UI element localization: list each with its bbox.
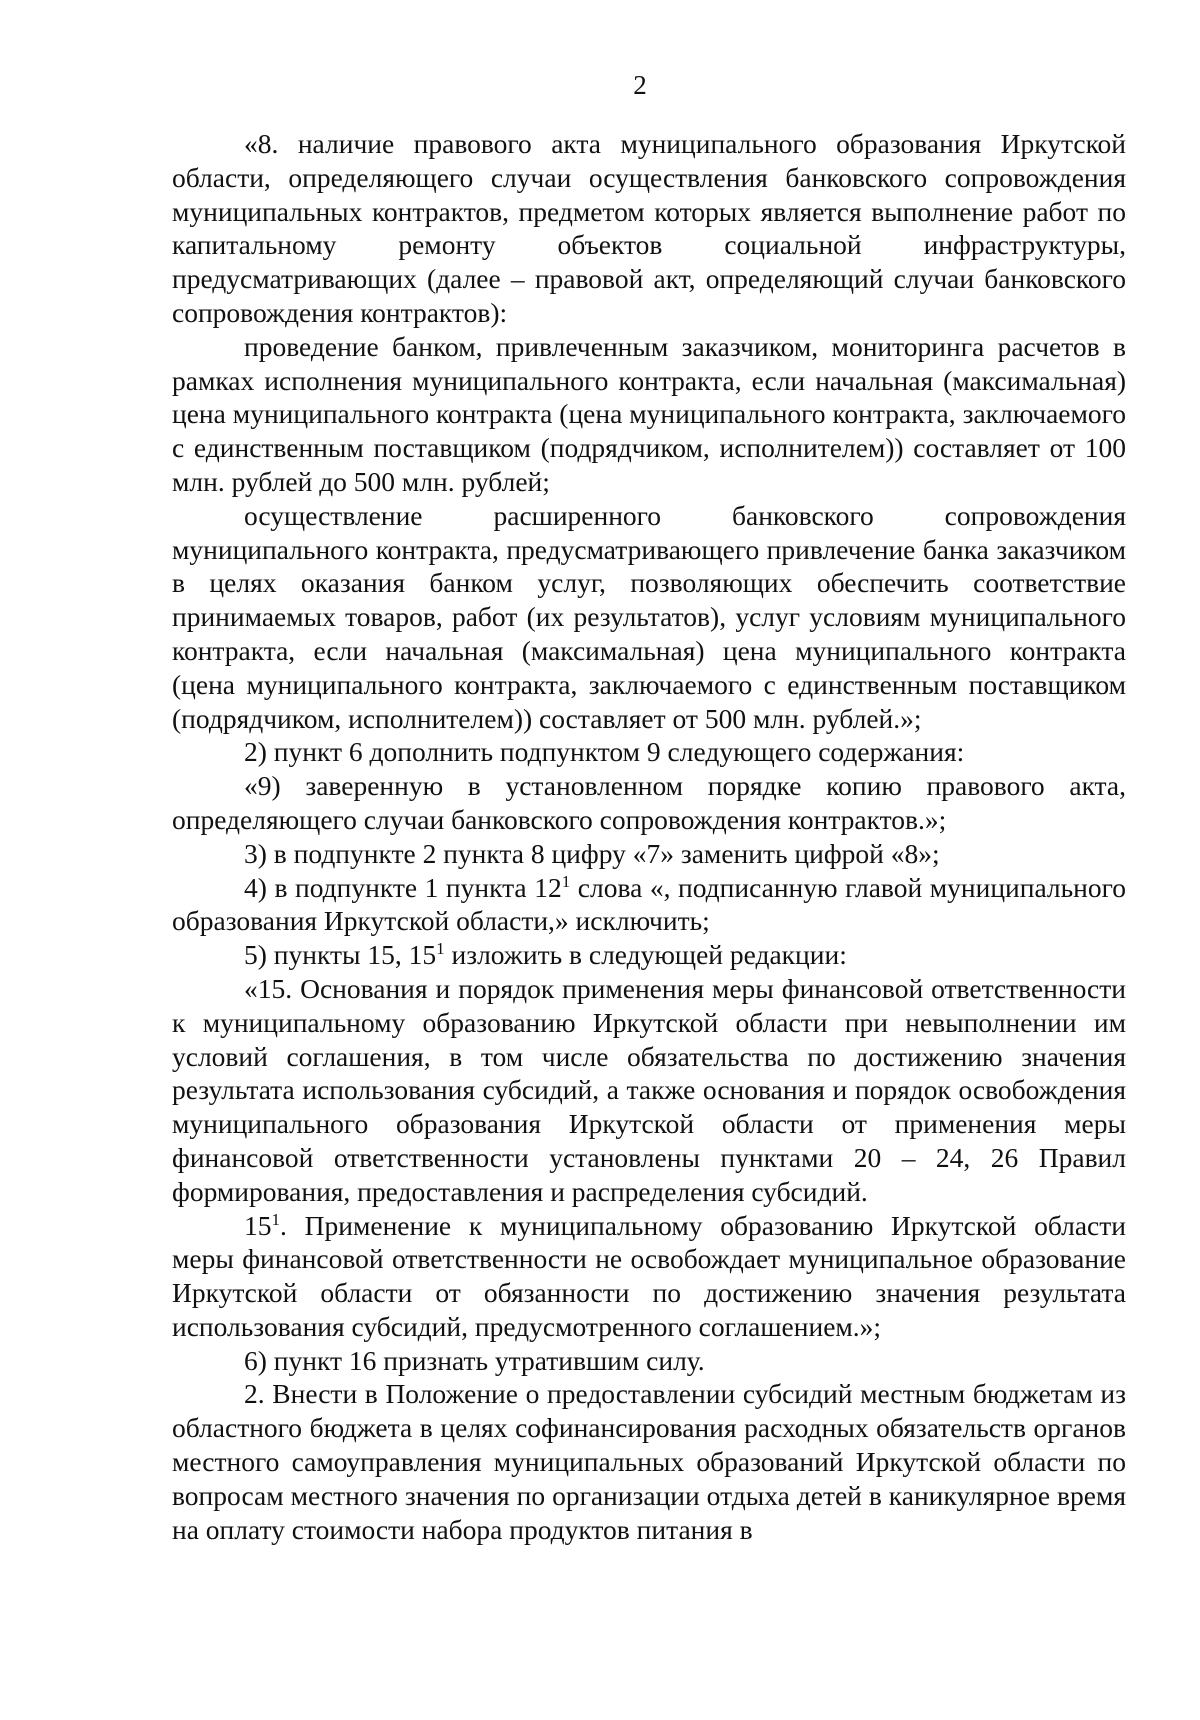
paragraph-text: слова «, подписанную главой муниципального образования Иркутской области,» исключить; — [172, 871, 1126, 937]
superscript: 1 — [271, 1209, 281, 1229]
paragraph-item-15-1 — [172, 1209, 1126, 1344]
paragraph-item-9: «9) заверенную в установленном порядке копию правового акта, определяющего случаи банковского сопровождения контрактов.»; — [172, 770, 1126, 835]
paragraph-amendment-2: 2) пункт 6 дополнить подпунктом 9 следующего содержания: — [244, 736, 965, 768]
paragraph-text: изложить в следующей редакции: — [444, 939, 847, 971]
paragraph-text: 15 — [244, 1209, 272, 1241]
paragraph-item-15: «15. Основания и порядок применения меры финансовой ответственности к муниципальному образованию Иркутской области при невыполнении им условий соглашения, в том числе обязательства по достижению значения результата использования субсидий, а также основания и порядок освобождения муниципального образования Иркутской области от применения меры финансовой ответственности установлены пунктами 20 – 24, 26 Правил формирования, предоставления и распределения субсидий. — [172, 972, 1126, 1207]
paragraph-bank-monitoring: проведение банком, привлеченным заказчиком, мониторинга расчетов в рамках исполнения муниципального контракта, если начальная (максимальная) цена муниципального контракта (цена муниципального контракта, заключаемого с единственным поставщиком (подрядчиком, исполнителем)) составляет от 100 млн. рублей до 500 млн. рублей; — [172, 330, 1126, 497]
paragraph-amendment-4 — [172, 871, 1126, 939]
paragraph-amendment-3: 3) в подпункте 2 пункта 8 цифру «7» заменить цифрой «8»; — [244, 837, 940, 869]
superscript: 1 — [436, 938, 445, 958]
paragraph-item-8: «8. наличие правового акта муниципального образования Иркутской области, определяющего случаи осуществления банковского сопровождения муниципальных контрактов, предметом которых является выполнение работ по капитальному ремонту объектов социальной инфраструктуры, предусматривающих (далее – правовой акт, определяющий случаи банковского сопровождения контрактов): — [172, 128, 1126, 328]
paragraph-text: 4) в подпункте 1 пункта 12 — [244, 871, 562, 903]
paragraph-text: 5) пункты 15, 15 — [244, 939, 437, 971]
superscript: 1 — [561, 871, 571, 891]
document-body — [172, 127, 1126, 1546]
paragraph-section-2: 2. Внести в Положение о предоставлении субсидий местным бюджетам из областного бюджета в целях софинансирования расходных обязательств органов местного самоуправления муниципальных образований Иркутской области по вопросам местного значения по организации отдыха детей в каникулярное время на оплату стоимости набора продуктов питания в — [172, 1378, 1126, 1545]
paragraph-amendment-5 — [172, 938, 1126, 972]
paragraph-amendment-6: 6) пункт 16 признать утратившим силу. — [244, 1344, 705, 1376]
paragraph-extended-bank-support: осуществление расширенного банковского сопровождения муниципального контракта, предусматривающего привлечение банка заказчиком в целях оказания банком услуг, позволяющих обеспечить соответствие принимаемых товаров, работ (их результатов), услуг условиям муниципального контракта, если начальная (максимальная) цена муниципального контракта (цена муниципального контракта, заключаемого с единственным поставщиком (подрядчиком, исполнителем)) составляет от 500 млн. рублей.»; — [172, 499, 1126, 734]
page-number: 2 — [633, 70, 647, 100]
paragraph-text: . Применение к муниципальному образованию Иркутской области меры финансовой ответственности не освобождает муниципальное образование Иркутской области от обязанности по достижению значения результата использования субсидий, предусмотренного соглашением.»; — [172, 1209, 1126, 1342]
